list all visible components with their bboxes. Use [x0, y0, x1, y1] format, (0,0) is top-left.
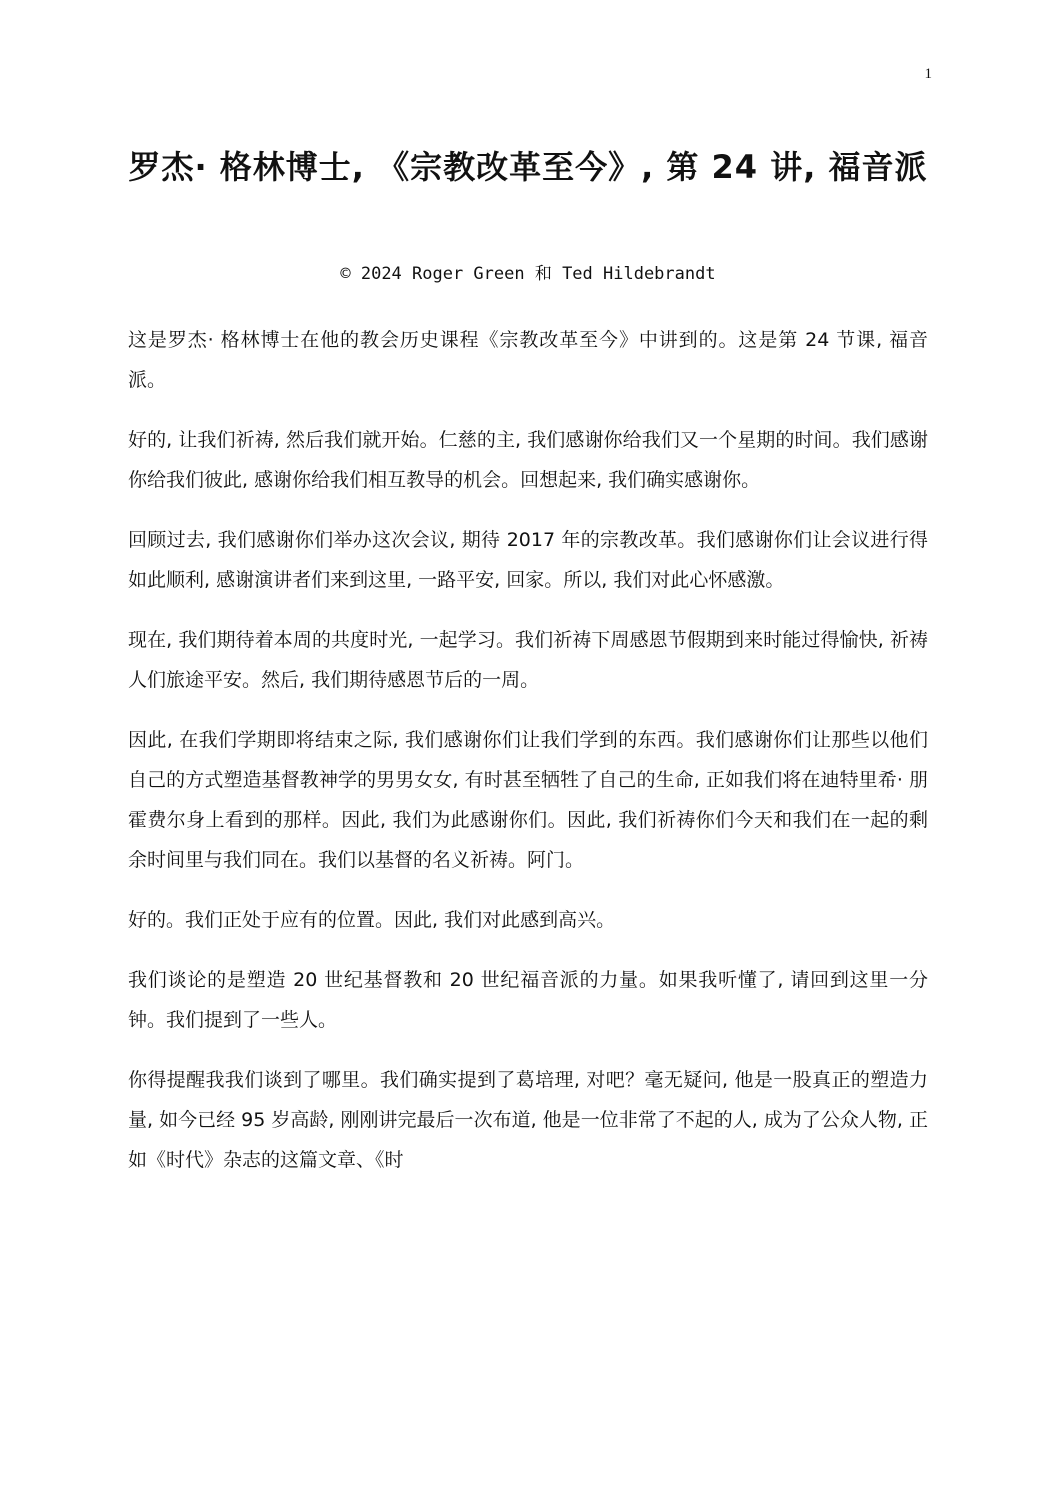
copyright-line: © 2024 Roger Green 和 Ted Hildebrandt — [340, 264, 716, 284]
document-body — [128, 320, 928, 1200]
page-title: 罗杰· 格林博士, 《宗教改革至今》, 第 24 讲, 福音派 — [128, 148, 928, 186]
paragraph-shaping-forces: 我们谈论的是塑造 20 世纪基督教和 20 世纪福音派的力量。如果我听懂了, 请回到这里一分钟。我们提到了一些人。 — [128, 969, 928, 1031]
paragraph-conference: 回顾过去, 我们感谢你们举办这次会议, 期待 2017 年的宗教改革。我们感谢你们让会议进行得如此顺利, 感谢演讲者们来到这里, 一路平安, 回家。所以, 我们对此心怀感激。 — [128, 529, 928, 591]
paragraph-billy-graham: 你得提醒我我们谈到了哪里。我们确实提到了葛培理, 对吧？毫无疑问, 他是一股真正的塑造力量, 如今已经 95 岁高龄, 刚刚讲完最后一次布道, 他是一位非常了不起的人, 成为了公众人物, 正如《时代》杂志的这篇文章、《时 — [128, 1069, 928, 1171]
page-number: 1 — [924, 66, 932, 82]
paragraph-prayer-opening: 好的, 让我们祈祷, 然后我们就开始。仁慈的主, 我们感谢你给我们又一个星期的时间。我们感谢你给我们彼此, 感谢你给我们相互教导的机会。回想起来, 我们确实感谢你。 — [128, 429, 928, 491]
paragraph-thanksgiving: 现在, 我们期待着本周的共度时光, 一起学习。我们祈祷下周感恩节假期到来时能过得愉快, 祈祷人们旅途平安。然后, 我们期待感恩节后的一周。 — [128, 629, 928, 691]
paragraph-prayer-closing: 因此, 在我们学期即将结束之际, 我们感谢你们让我们学到的东西。我们感谢你们让那些以他们自己的方式塑造基督教神学的男男女女, 有时甚至牺牲了自己的生命, 正如我们将在迪特里希· 朋霍费尔身上看到的那样。因此, 我们为此感谢你们。因此, 我们祈祷你们今天和我们在一起的剩余时间里与我们同在。我们以基督的名义祈祷。阿门。 — [128, 729, 928, 871]
paragraph-intro: 这是罗杰· 格林博士在他的教会历史课程《宗教改革至今》中讲到的。这是第 24 节课, 福音派。 — [128, 329, 928, 391]
paragraph-position: 好的。我们正处于应有的位置。因此, 我们对此感到高兴。 — [128, 909, 616, 931]
